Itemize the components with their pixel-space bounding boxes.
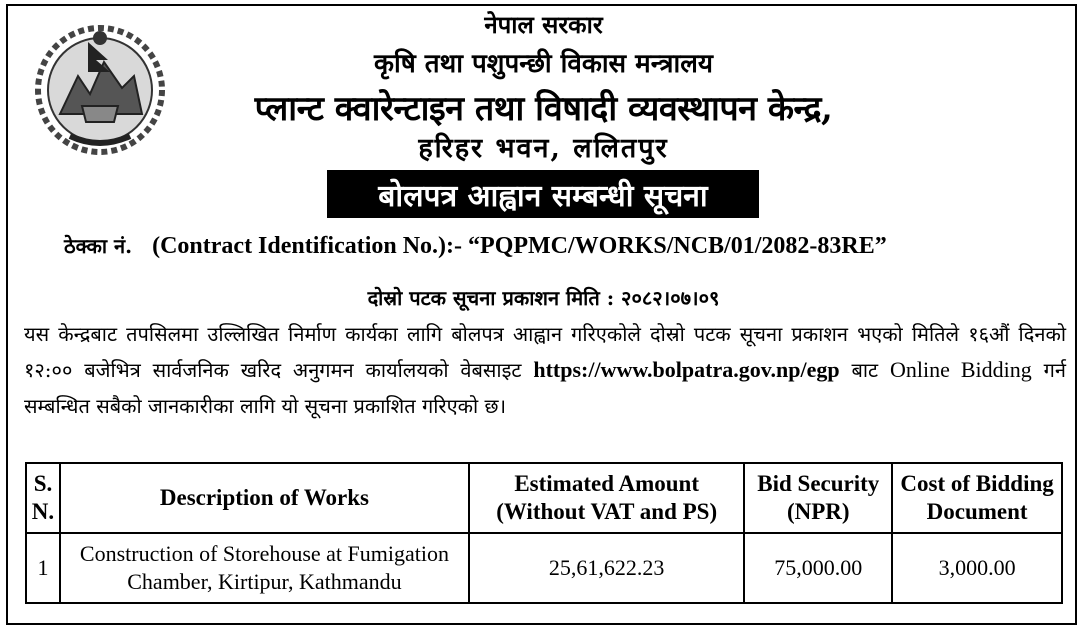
cell-sn: 1 [26, 533, 60, 603]
works-table [25, 462, 1063, 604]
publication-date: दोस्रो पटक सूचना प्रकाशन मिति : २०८२।०७।०९ [367, 286, 720, 310]
office-heading: प्लान्ट क्वारेन्टाइन तथा विषादी व्यवस्थापन केन्द्र, [254, 89, 833, 129]
cell-cost: 3,000.00 [892, 533, 1062, 603]
notice-title: बोलपत्र आह्वान सम्बन्धी सूचना [327, 170, 759, 218]
header-estimate: Estimated Amount (Without VAT and PS) [469, 463, 744, 533]
header-cost: Cost of Bidding Document [892, 463, 1062, 533]
government-heading: नेपाल सरकार [484, 10, 603, 39]
header-sn: S. N. [26, 463, 60, 533]
header-security: Bid Security (NPR) [744, 463, 892, 533]
cell-description: Construction of Storehouse at Fumigation Chamber, Kirtipur, Kathmandu [60, 533, 469, 603]
cell-security: 75,000.00 [744, 533, 892, 603]
contract-label-en: (Contract Identification No.):- [152, 233, 463, 259]
ministry-heading: कृषि तथा पशुपन्छी विकास मन्त्रालय [374, 49, 713, 79]
header-description: Description of Works [60, 463, 469, 533]
bolpatra-link[interactable]: https://www.bolpatra.gov.np/egp [533, 357, 840, 382]
body-part1: यस केन्द्रबाट तपसिलमा उल्लिखित निर्माण कार्यका लागि बोलपत्र आह्वान गरिएकोले दोस्रो पटक सूचना प्रकाशन भएको मितिले १६औं दिनको १२:०० बजेभित्र सार्वजनिक खरिद अनुगमन कार्यालयको वेबसाइट [24, 322, 1066, 382]
table-row [26, 533, 1062, 603]
contract-line [64, 232, 887, 260]
contract-label-np: ठेक्का नं. [64, 234, 133, 258]
cell-estimate: 25,61,622.23 [469, 533, 744, 603]
office-address: हरिहर भवन, ललितपुर [418, 133, 669, 164]
table-header-row [26, 463, 1062, 533]
online-bidding-text: Online Bidding [890, 357, 1032, 382]
body-part3: गर्न सम्बन्धित सबैको जानकारीका लागि यो सूचना प्रकाशित गरिएको छ। [24, 358, 1067, 418]
notice-body [24, 316, 1066, 424]
contract-number: “PQPMC/WORKS/NCB/01/2082-83RE” [468, 233, 887, 259]
body-part2: बाट [851, 358, 879, 382]
